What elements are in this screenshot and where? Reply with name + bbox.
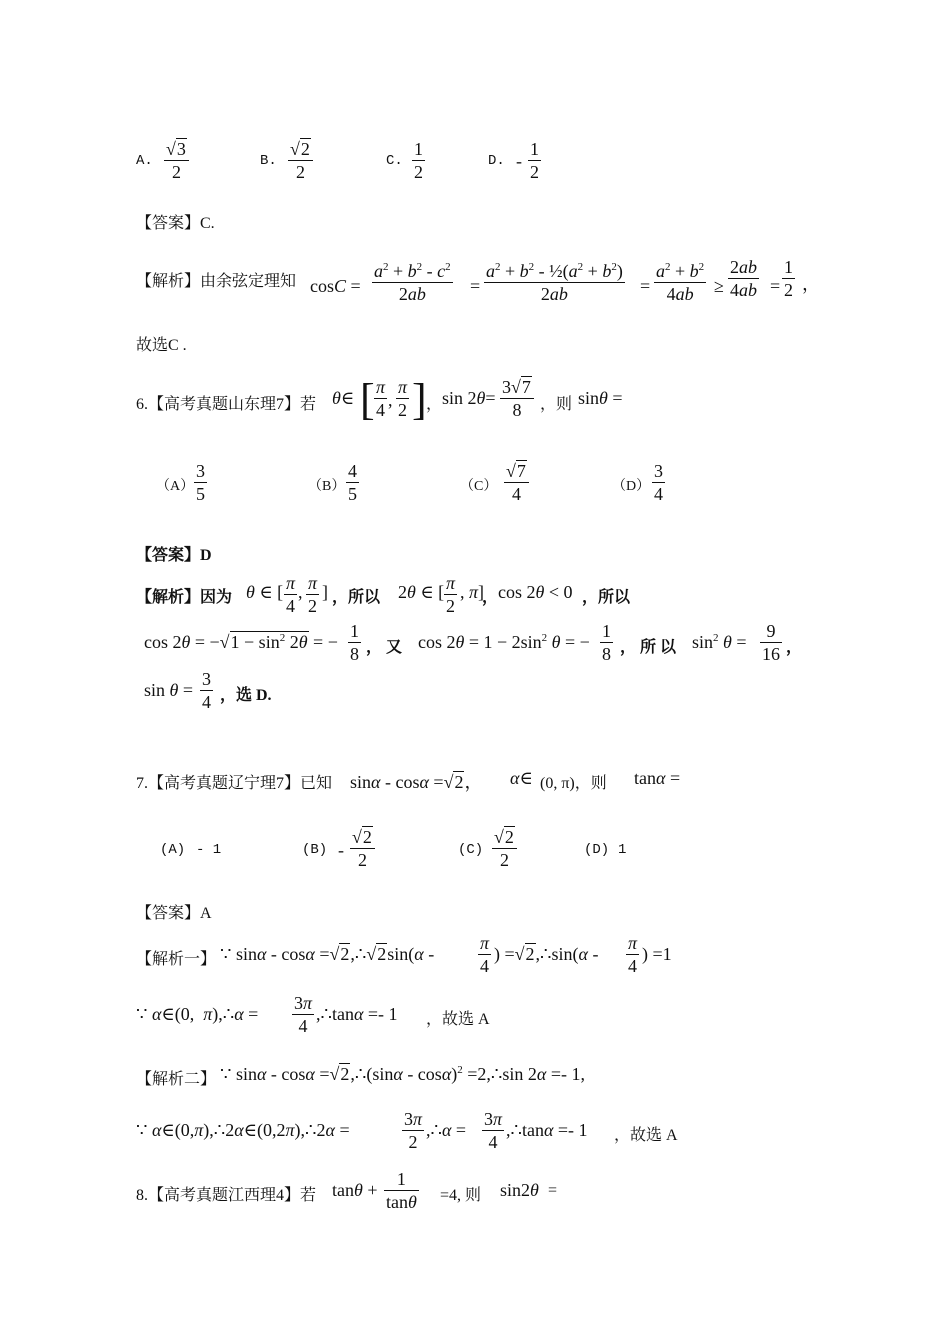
q5-analysis-label: 【解析】由余弦定理知 <box>136 273 297 290</box>
q7-solution2-line1: 【解析二】 ∵ sinα - cosα =√2,∴(sinα - cosα)$^2$ =2,∴sin 2α =- 1, <box>136 1064 585 1088</box>
q6-answer: 【答案】D <box>136 547 212 564</box>
q7-opt-c-value: √2 2 <box>492 826 517 871</box>
q6-opt-d-label: （D） <box>612 479 651 494</box>
q5-options <box>136 138 736 188</box>
q5-conclusion: 故选C . <box>136 337 187 354</box>
q6-analysis-line3: sin θ = 3 4 ，选 D. <box>144 669 272 712</box>
q7-opt-d-label: (D) <box>584 842 610 858</box>
q5-opt-b-value: √2 2 <box>288 138 313 183</box>
q6-opt-a-label: （A） <box>156 479 195 494</box>
q8-title: 8.【高考真题江西理4】若 <box>136 1187 317 1204</box>
q6-opt-d-value: 3 4 <box>654 461 663 504</box>
q7-solution1-line2: ∵ α∈(0, π),∴α = 3π 4 ,∴tanα =- 1 ，故选 A <box>136 993 490 1036</box>
q6-opt-c-value: √7 4 <box>504 460 529 505</box>
q6-analysis-line2: $\cos 2\theta = -√1 - \sin^2 2\theta$ = − 1 8 ， 又 $\cos 2\theta = 1 - 2\sin^2$ θ = − 1 8 ， 所 以 $\sin^2 \theta$ = 9 16 ， <box>144 621 803 664</box>
q6-opt-b-label: （B） <box>308 479 346 494</box>
q7-opt-c-label: (C) <box>458 842 484 858</box>
q6-question: 6.【高考真题山东理7】若 θ∈ [ π 4 , π 2 ] ， sin 2θ= 3√7 8 ，则 sinθ = <box>136 375 623 424</box>
q7-opt-d-value: 1 <box>618 842 627 858</box>
q5-opt-d-label: D. <box>488 153 505 169</box>
q5-opt-d-sign: - <box>516 151 522 171</box>
q5-opt-b-label: B. <box>260 153 277 169</box>
q5-analysis-formula: cosC = $a^2 + b^2 - c^2$ 2ab = $a^2 + b^2$ - $\frac{1}{2}(a^2 + b^2)$ 2ab = $a^2 + b^2$ 4ab ≥ 2ab 4ab = 1 2 ， <box>310 257 820 304</box>
q6-analysis-line1: 【解析】因为 θ ∈ [ π 4 , π 2 ] ，所以 2θ ∈ [ π 2 , π] ， cos 2θ < 0 ，所以 <box>136 573 631 616</box>
q7-opt-a-value: - 1 <box>196 842 222 858</box>
q7-title: 7.【高考真题辽宁理7】已知 <box>136 775 333 792</box>
q5-opt-a-value: √3 2 <box>164 138 189 183</box>
q7-opt-b-label: (B) <box>302 842 328 858</box>
q7-solution2-line2: ∵ α∈(0,π),∴2α∈(0,2π),∴2α = 3π 2 ,∴α = 3π 4 ,∴tanα =- 1 ，故选 A <box>136 1109 678 1152</box>
q6-options <box>156 460 716 510</box>
q5-opt-c-value: 1 2 <box>414 139 423 182</box>
q7-opt-b-value: √2 2 <box>350 826 375 871</box>
q7-options: (A) - 1 (B) - √2 2 (C) √2 2 (D) 1 <box>160 827 627 870</box>
q5-answer: 【答案】C. <box>136 215 215 232</box>
q6-opt-c-label: （C） <box>460 479 498 494</box>
q7-answer: 【答案】A <box>136 905 212 922</box>
q8-question: 8.【高考真题江西理4】若 tanθ + 1 tanθ =4, 则 sin2θ = <box>136 1169 558 1212</box>
q5-opt-a-label: A. <box>136 153 153 169</box>
q5-opt-d-value: 1 2 <box>530 139 539 182</box>
q7-question: 7.【高考真题辽宁理7】已知 sinα - cosα =√2， α∈ (0, π)，则 tanα = <box>136 768 681 792</box>
q7-opt-a-label: (A) <box>160 842 186 858</box>
q6-title: 6.【高考真题山东理7】若 <box>136 396 317 413</box>
q6-opt-b-value: 4 5 <box>348 461 357 504</box>
q6-opt-a-value: 3 5 <box>196 461 205 504</box>
q7-solution1-line1: 【解析一】 ∵ sinα - cosα =√2,∴√2sin(α - π 4 ) =√2,∴sin(α - π 4 ) =1 <box>136 933 672 976</box>
q5-opt-c-label: C. <box>386 153 403 169</box>
